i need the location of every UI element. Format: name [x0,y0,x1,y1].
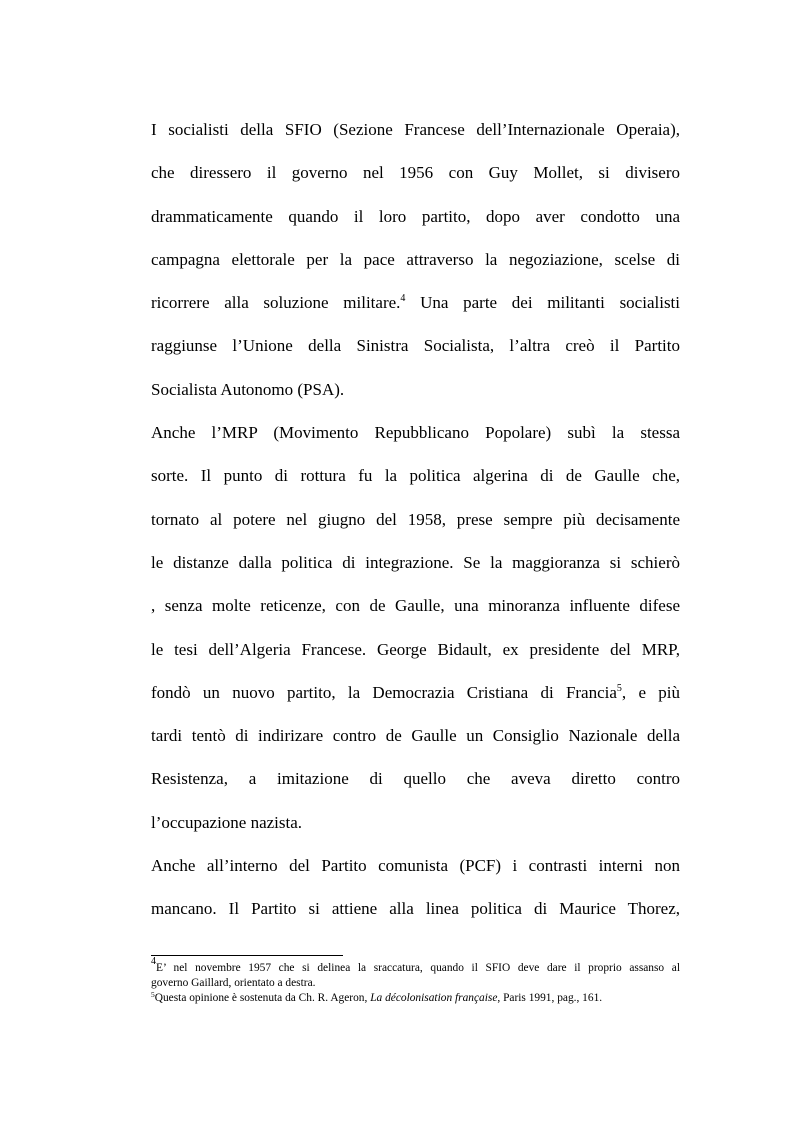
text-line: tardi tentò di indirizare contro de Gaulle un Consiglio Nazionale della [151,726,680,746]
text-line: campagna elettorale per la pace attraverso la negoziazione, scelse di [151,249,680,269]
text-fragment: ricorrere alla soluzione militare. [151,293,401,313]
body-text [151,108,680,931]
text-line: tornato al potere nel giugno del 1958, prese sempre più decisamente [151,509,680,529]
footnote-line [151,991,680,1006]
footnote-ref-4: 4 [400,293,406,305]
text-fragment: Una parte dei militanti socialisti [420,293,681,313]
text-line: Resistenza, a imitazione di quello che aveva diretto contro [151,769,680,789]
text-line-with-footnote [151,281,680,324]
text-line: raggiunse l’Unione della Sinistra Socialista, l’altra creò il Partito [151,336,680,356]
footnote-number: 4 [151,956,156,967]
footnote-line: governo Gaillard, orientato a destra. [151,977,316,989]
text-line: I socialisti della SFIO (Sezione Francese dell’Internazionale Operaia), [151,120,680,139]
footnote-text: E’ nel novembre 1957 che si delinea la sraccatura, quando il SFIO deve dare il proprio assanso al [156,962,680,974]
text-line: le distanze dalla politica di integrazione. Se la maggioranza si schierò [151,552,680,572]
footnote-text: Questa opinione è sostenuta da Ch. R. Ageron, [154,992,371,1004]
paragraph-mrp [151,411,680,844]
text-line: Anche all’interno del Partito comunista (PCF) i contrasti interni non [151,856,680,876]
text-fragment: fondò un nuovo partito, la Democrazia Cristiana di Francia [151,682,617,702]
text-line: mancano. Il Partito si attiene alla linea politica di Maurice Thorez, [151,899,680,919]
text-line: Socialista Autonomo (PSA). [151,379,345,399]
text-line-with-footnote [151,671,680,714]
text-line: Anche l’MRP (Movimento Repubblicano Popolare) subì la stessa [151,423,680,443]
paragraph-pcf [151,844,680,931]
footnote-separator [151,955,343,956]
footnote-number: 5 [151,990,155,999]
text-line: l’occupazione nazista. [151,812,303,832]
text-line: le tesi dell’Algeria Francese. George Bidault, ex presidente del MRP, [151,639,680,659]
text-line: sorte. Il punto di rottura fu la politica algerina di de Gaulle che, [151,466,680,486]
footnote-line [151,956,680,976]
text-line: drammaticamente quando il loro partito, dopo aver condotto una [151,206,680,226]
text-fragment: , e più [621,682,680,702]
text-line: che diressero il governo nel 1956 con Guy Mollet, si divisero [151,163,680,183]
cited-title: La décolonisation française [370,992,498,1004]
footnotes [151,956,680,1006]
footnote-ref-5: 5 [616,682,622,694]
footnote-4 [151,956,680,991]
text-line: , senza molte reticenze, con de Gaulle, una minoranza influente difese [151,596,680,616]
paragraph-sfio [151,108,680,411]
footnote-text: , Paris 1991, pag., 161. [497,992,603,1004]
footnote-5 [151,991,680,1006]
